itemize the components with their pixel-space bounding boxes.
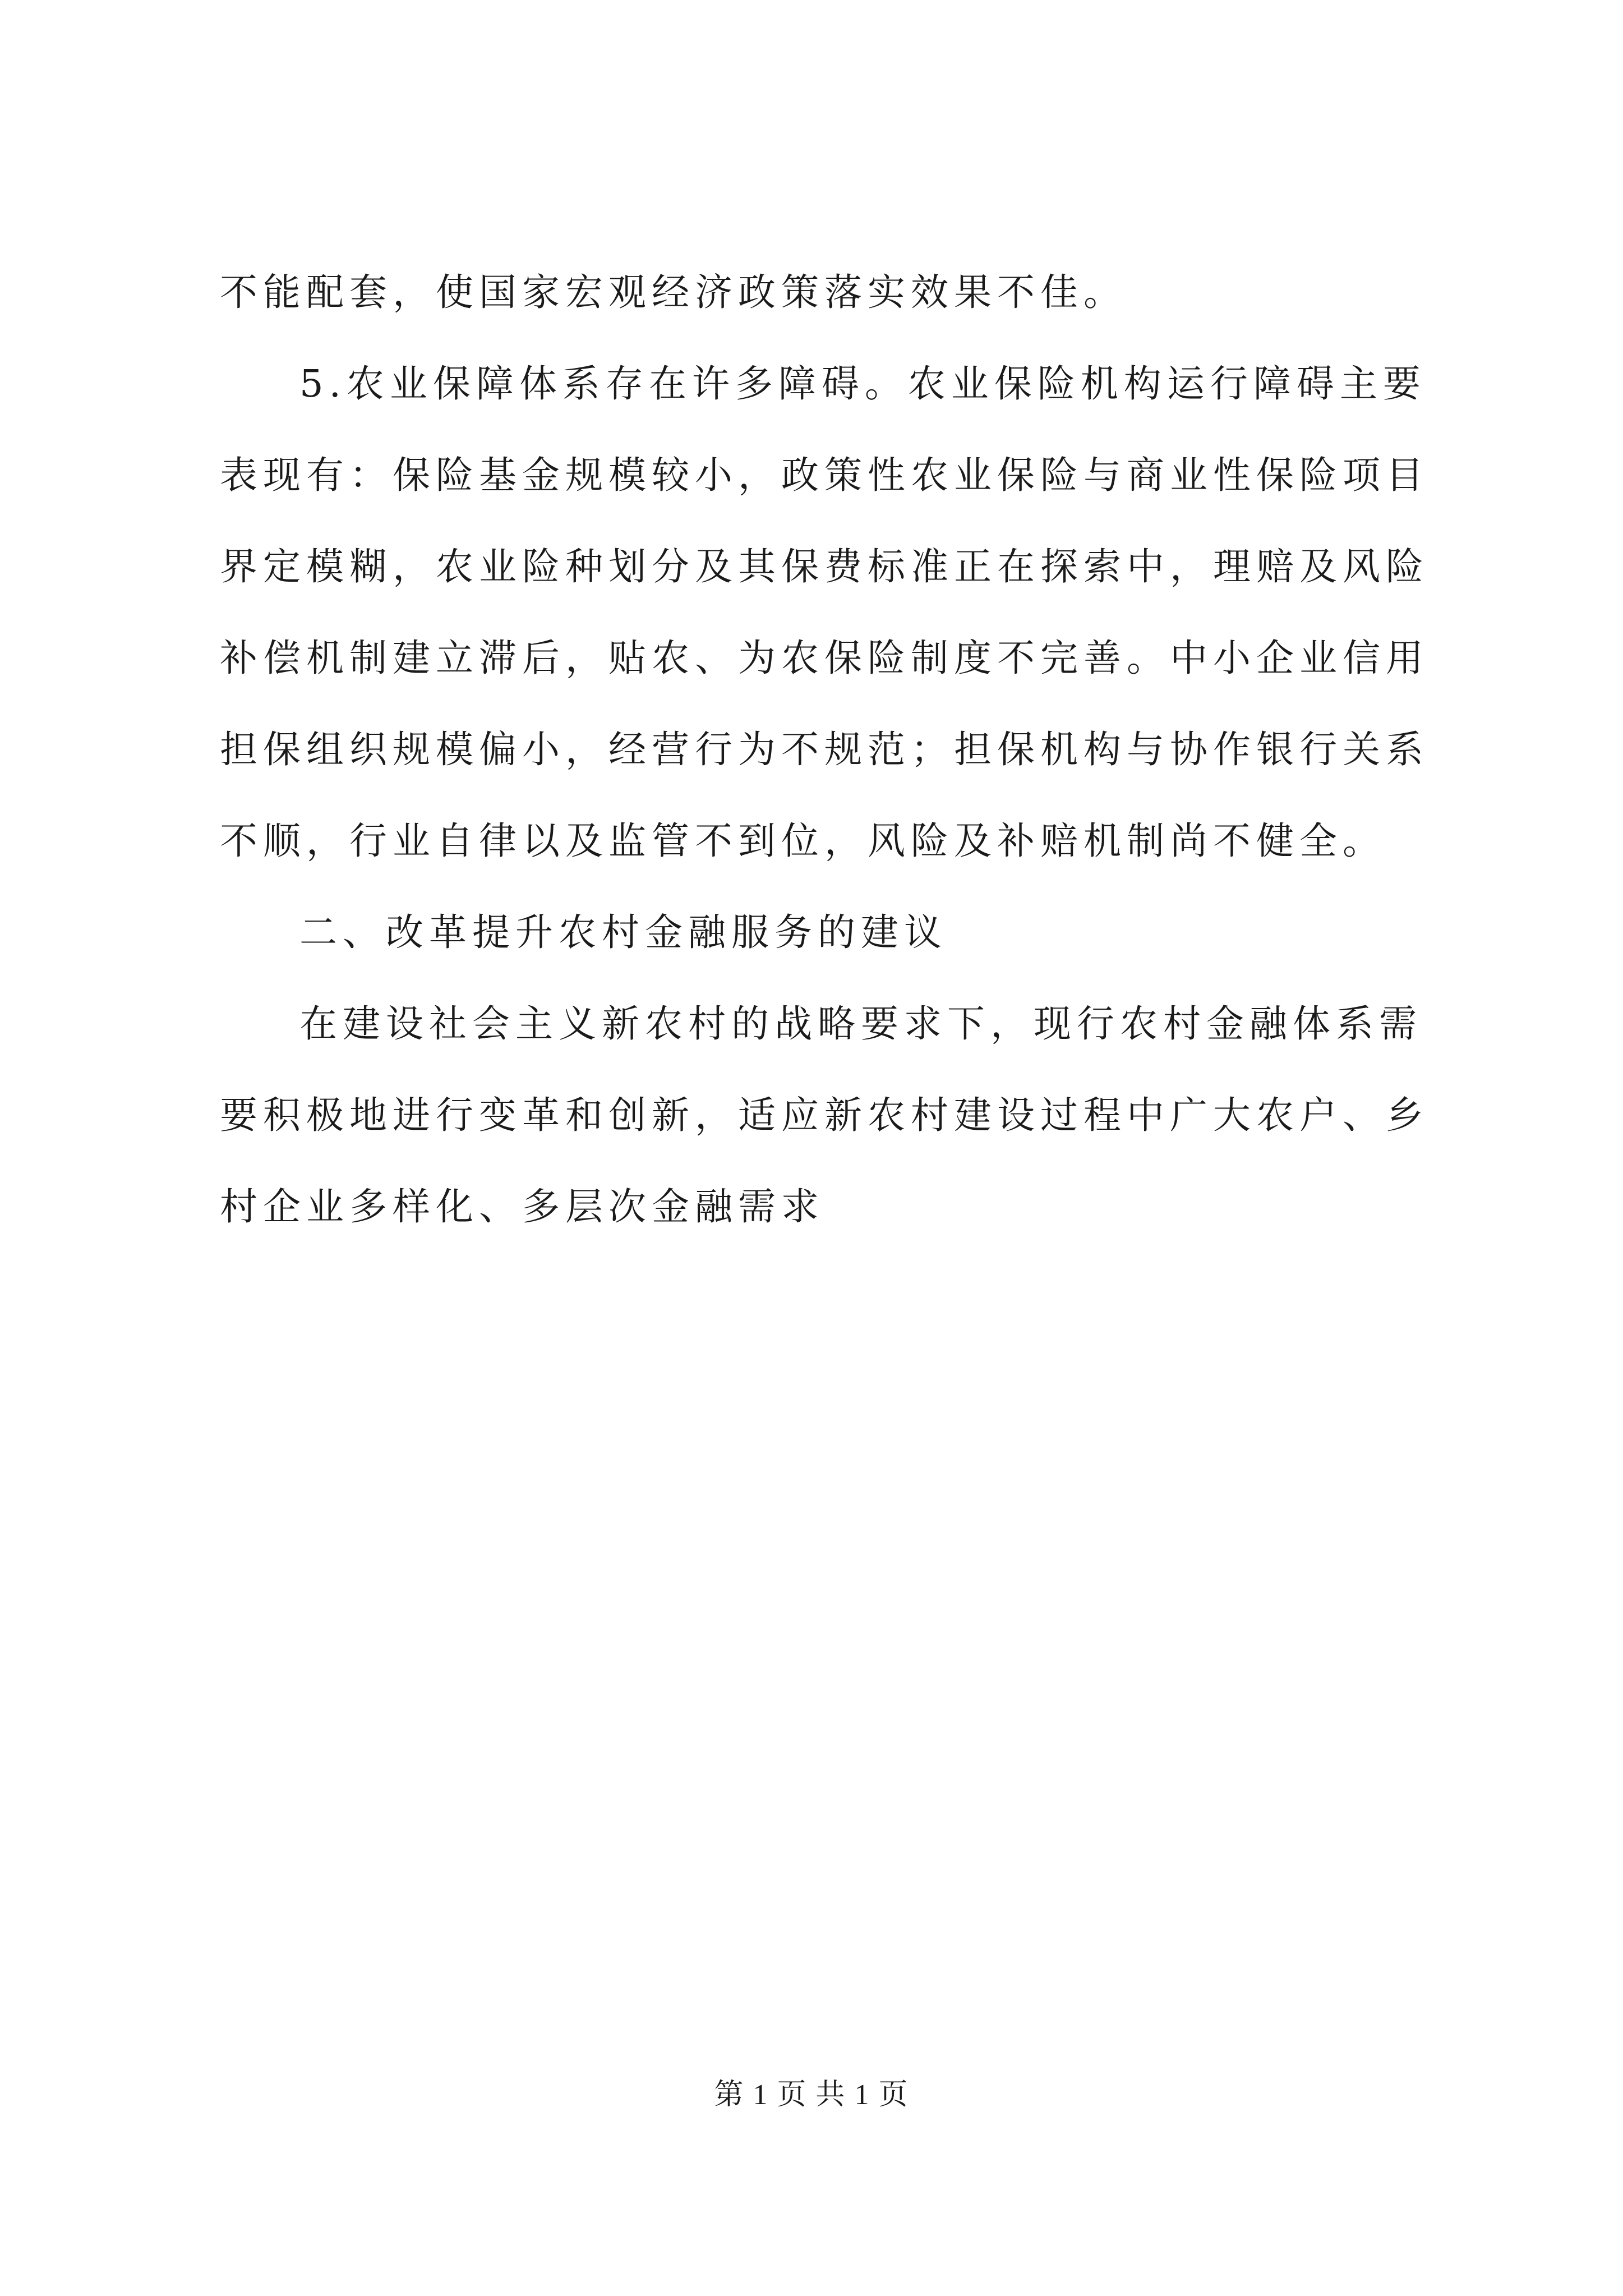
body-line: 村企业多样化、多层次金融需求: [220, 1185, 824, 1228]
body-line: 表现有：保险基金规模较小，政策性农业保险与商业性保险项目: [220, 453, 1429, 497]
paragraph-start-line: 在建设社会主义新农村的战略要求下，现行农村金融体系需: [299, 1002, 1422, 1046]
body-line: 界定模糊，农业险种划分及其保费标准正在探索中，理赔及风险: [220, 545, 1429, 588]
body-line: 不顺，行业自律以及监管不到位，风险及补赔机制尚不健全。: [220, 819, 1386, 863]
document-body: [220, 247, 1429, 1253]
body-line: 担保组织规模偏小，经营行为不规范；担保机构与协作银行关系: [220, 728, 1429, 771]
body-line: 要积极地进行变革和创新，适应新农村建设过程中广大农户、乡: [220, 1093, 1429, 1137]
paragraph-start-line: 5.农业保障体系存在许多障碍。农业保险机构运行障碍主要: [299, 362, 1426, 406]
body-line: 补偿机制建立滞后，贴农、为农保险制度不完善。中小企业信用: [220, 636, 1429, 680]
section-heading: 二、改革提升农村金融服务的建议: [299, 910, 947, 954]
body-line: 不能配套，使国家宏观经济政策落实效果不佳。: [220, 270, 1127, 314]
page-footer: 第 1 页 共 1 页: [714, 2079, 909, 2111]
